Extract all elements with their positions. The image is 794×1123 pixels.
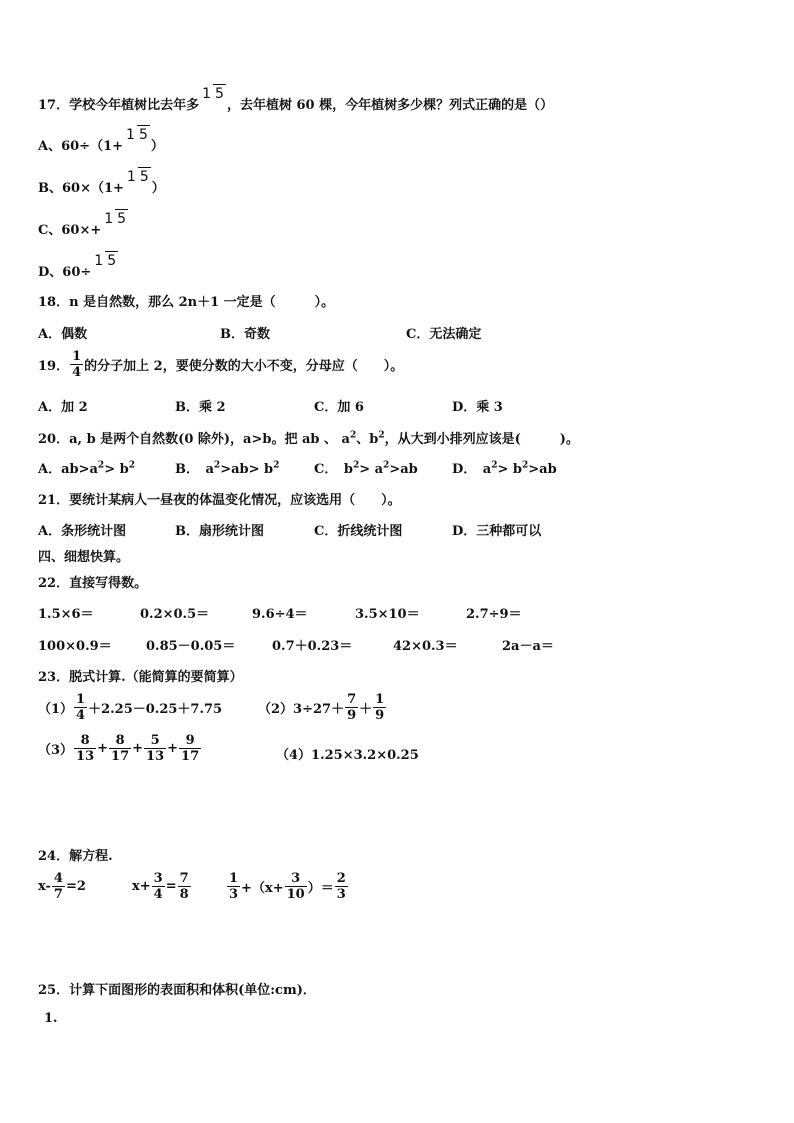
q20-option-c: C． $b^2> a^2>ab$ [314, 460, 418, 477]
fraction: $\frac{1}{4}$ [76, 692, 86, 723]
q22-item: 42×0.3＝ [393, 639, 458, 654]
fraction: $\frac{7}{8}$ [179, 871, 189, 902]
fraction: $\frac{4}{7}$ [53, 871, 63, 902]
q22-item: 1.5×6＝ [38, 607, 94, 622]
q19-stem: 19． $\frac{1}{4}$ 的分子加上 2，要使分数的大小不变，分母应（ ）。 [38, 349, 404, 380]
q21-option-d: D．三种都可以 [452, 524, 542, 539]
q23-part-2: （2）3÷27＋ $\frac{7}{9}$ ＋ $\frac{1}{9}$ [258, 692, 385, 723]
fraction: $\frac{3}{10}$ [286, 871, 305, 902]
q25-item-1: 1. [44, 1011, 58, 1026]
q18-option-a: A．偶数 [38, 327, 88, 342]
q23-part-3: （3） $\frac{8}{13}$ + $\frac{8}{17}$ + $\frac{5}{13}$ + $\frac{9}{17}$ [38, 733, 200, 764]
q17-option-a: A、60÷（1+1 5） [38, 126, 164, 154]
fraction-1-5: 1 5 [126, 168, 149, 185]
fraction: $\frac{5}{13}$ [146, 733, 165, 764]
equation-1: x- $\frac{4}{7}$ =2 [38, 871, 86, 902]
q24-stem: 24．解方程. [38, 849, 113, 864]
q23-part-4: （4）1.25×3.2×0.25 [276, 748, 419, 763]
q22-item: 2a－a＝ [502, 639, 554, 654]
q23-part-1: （1） $\frac{1}{4}$ ＋2.25－0.25＋7.75 [38, 692, 223, 723]
fraction: $\frac{7}{9}$ [347, 692, 357, 723]
q20-option-d: D． $a^2> b^2>ab$ [452, 460, 557, 477]
fraction: $\frac{8}{17}$ [111, 733, 130, 764]
q22-item: 9.6÷4＝ [252, 607, 308, 622]
q17-option-b: B、60×（1+1 5） [38, 168, 165, 196]
q17-stem: 17．学校今年植树比去年多1 5，去年植树 60 棵，今年植树多少棵？列式正确的是（） [38, 85, 554, 113]
section-heading: 四、细想快算。 [38, 550, 130, 565]
fraction: $\frac{1}{3}$ [229, 871, 239, 902]
equation-2: x+ $\frac{3}{4}$ = $\frac{7}{8}$ [132, 871, 189, 902]
fraction-1-4: $\frac{1}{4}$ [72, 349, 82, 380]
q19-option-c: C．加 6 [314, 400, 364, 415]
q21-stem: 21．要统计某病人一昼夜的体温变化情况，应该选用（ ）。 [38, 493, 401, 508]
fraction-1-5: 1 5 [104, 210, 127, 227]
fraction-1-5: 1 5 [94, 252, 117, 269]
q22-item: 0.2×0.5＝ [140, 607, 210, 622]
q22-stem: 22．直接写得数。 [38, 576, 148, 591]
q21-option-b: B．扇形统计图 [175, 524, 264, 539]
q19-option-d: D．乘 3 [452, 400, 503, 415]
q22-item: 2.7÷9＝ [466, 607, 522, 622]
q18-option-c: C．无法确定 [406, 327, 482, 342]
q19-option-b: B．乘 2 [175, 400, 226, 415]
q25-stem: 25．计算下面图形的表面积和体积(单位:cm)． [38, 983, 316, 998]
q18-stem: 18．n 是自然数，那么 2n＋1 一定是（ ）。 [38, 295, 335, 310]
q20-option-b: B． $a^2>ab> b^2$ [175, 460, 280, 477]
q23-stem: 23．脱式计算.（能简算的要简算） [38, 670, 243, 685]
fraction: $\frac{9}{17}$ [181, 733, 200, 764]
q21-option-c: C．折线统计图 [314, 524, 403, 539]
fraction-1-5: 1 5 [126, 126, 148, 143]
q22-item: 0.7＋0.23＝ [272, 639, 353, 654]
q18-option-b: B．奇数 [220, 327, 270, 342]
fraction: $\frac{2}{3}$ [336, 871, 346, 902]
q20-option-a: A．$ab>a^2> b^2$ [38, 460, 135, 477]
q19-option-a: A．加 2 [38, 400, 88, 415]
q20-stem: 20．a, b 是两个自然数(0 除外)，a>b。把 ab 、 $a^2$、$b^2$，从大到小排列应该是( )。 [38, 430, 579, 447]
q17-option-d: D、60÷1 5 [38, 252, 117, 280]
q21-option-a: A．条形统计图 [38, 524, 127, 539]
q17-option-c: C、60×+1 5 [38, 210, 127, 238]
fraction: $\frac{1}{9}$ [375, 692, 385, 723]
q22-item: 100×0.9＝ [38, 639, 112, 654]
fraction: $\frac{3}{4}$ [153, 871, 163, 902]
q22-item: 3.5×10＝ [355, 607, 420, 622]
equation-3: $\frac{1}{3}$ +（x+ $\frac{3}{10}$ ）＝ $\frac{2}{3}$ [229, 871, 346, 902]
fraction-1-5: 1 5 [202, 85, 224, 102]
q22-item: 0.85－0.05＝ [146, 639, 236, 654]
fraction: $\frac{8}{13}$ [76, 733, 95, 764]
